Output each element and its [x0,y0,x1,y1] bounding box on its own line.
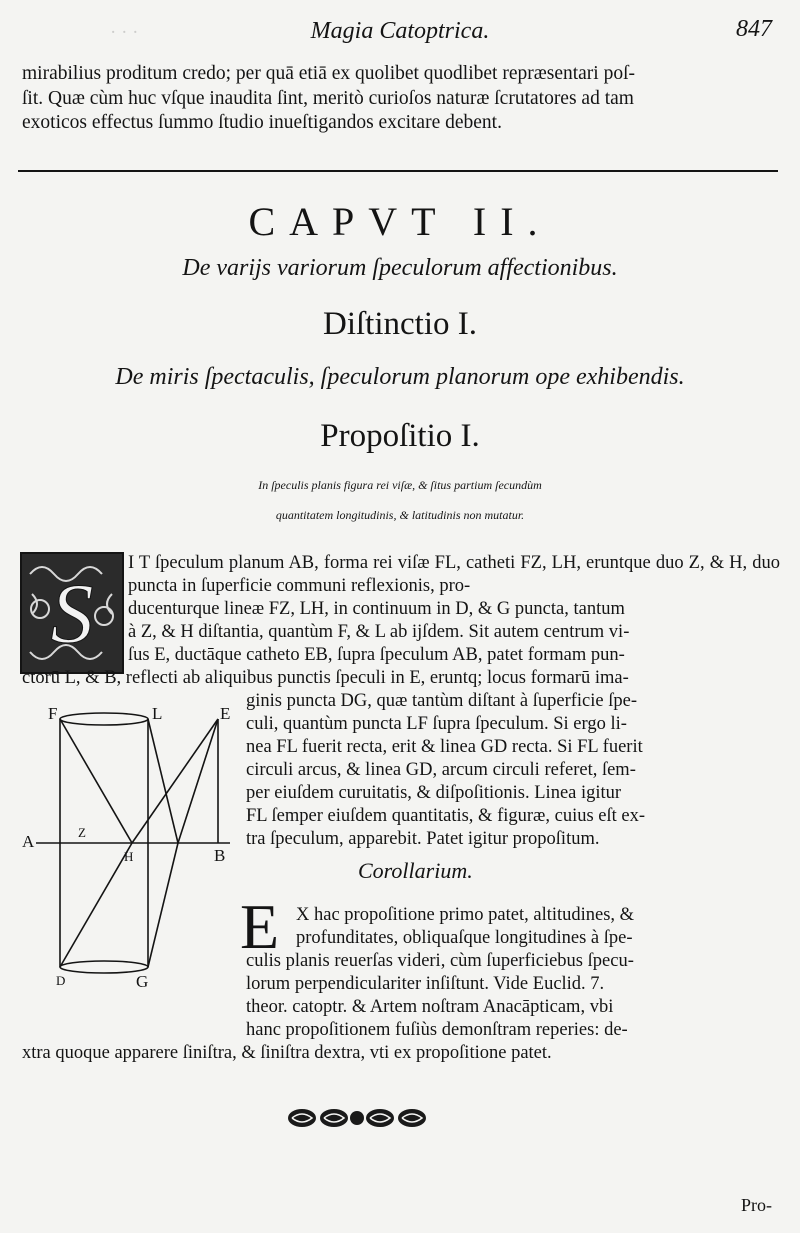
running-title: Magia Catoptrica. [310,18,490,44]
corollary-line: xtra quoque apparere ſiniſtra, & ſiniſtra dextra, vti ex propoſitione patet. [22,1043,552,1063]
body-line: ginis puncta DG, quæ tantùm diſtant à ſuperficie ſpe- [246,691,637,711]
body-line: culi, quantùm puncta LF ſupra ſpeculum. Si ergo li- [246,714,627,734]
figure-label: F [48,705,58,723]
corollary-line: lorum perpendiculariter inſiſtunt. Vide Euclid. 7. [246,974,605,994]
body-line: circuli arcus, & linea GD, arcum circuli referet, ſem- [246,760,636,780]
intro-line: ſit. Quæ cùm huc vſque inaudita ſint, meritò curioſos naturæ ſcrutatores ad tam [22,87,634,109]
bleed-through-text: · · · [110,22,139,43]
svg-text:S: S [50,565,94,661]
figure-label: L [152,705,163,723]
chapter-subtitle: De varijs variorum ſpeculorum affectionibus. [182,255,618,281]
figure-label: H [124,849,134,864]
statement-line: In ſpeculis planis figura rei viſæ, & ſitus partium ſecundùm [258,478,542,492]
figure-label: Z [78,825,86,840]
corollary-line: theor. catoptr. & Artem noſtram Anacāpticam, vbi [246,997,614,1017]
initial-letter-e: E [240,891,280,962]
body-line: ducenturque lineæ FZ, LH, in continuum in D, & G puncta, tantum [128,599,625,619]
chapter-heading: CAPVT II. [248,199,552,244]
propositio-statement [0,470,800,530]
distinctio-heading: Diſtinctio I. [323,306,477,342]
figure-label: A [22,832,35,851]
mirror-reflection-diagram [20,705,250,995]
floral-ornament-icon [22,554,122,672]
figure-label: G [136,972,149,991]
corollary-line: hanc propoſitionem fuſiùs demonſtram reperies: de- [246,1020,628,1040]
section-divider-rule [18,170,778,172]
figure-label: B [214,846,226,865]
corollary-line: profunditates, obliquaſque longitudines à ſpe- [296,928,633,948]
body-line: per eiuſdem curuitatis, & diſpoſitionis. Linea igitur [246,783,622,803]
intro-paragraph [22,62,782,136]
printers-ornament-icon [282,1098,432,1138]
decorated-initial-letter [20,552,124,674]
distinctio-subtitle: De miris ſpectaculis, ſpeculorum planorum ope exhibendis. [115,364,685,390]
page-number: 847 [736,16,772,42]
catchword: Pro- [741,1195,772,1215]
corollary-line: X hac propoſitione primo patet, altitudines, & [296,905,635,925]
body-line: nea FL fuerit recta, erit & linea GD recta. Si FL fuerit [246,737,643,757]
body-line: tra ſpeculum, apparebit. Patet igitur propoſitum. [246,829,600,849]
body-line: à Z, & H diſtantia, quantùm F, & L ab ijſdem. Sit autem centrum vi- [128,622,630,642]
figure-label: E [220,705,231,723]
body-line: ſus E, ductāque catheto EB, ſupra ſpeculum AB, patet formam pun- [128,645,625,665]
figure-label: D [56,973,66,988]
propositio-heading: Propoſitio I. [320,418,480,454]
intro-line: mirabilius proditum credo; per quā etiā ex quolibet quodlibet repræsentari poſ- [22,63,636,84]
corollarium-heading: Corollarium. [358,858,473,883]
body-line: FL ſemper eiuſdem quantitatis, & figuræ, cuius eſt ex- [246,806,646,826]
statement-line: quantitatem longitudinis, & latitudinis non mutatur. [275,508,525,522]
body-line: ctorū L, & B, reflecti ab aliquibus punctis ſpeculi in E, eruntq; locus formarū ima- [22,668,629,688]
intro-line: exoticos effectus ſummo ſtudio inueſtigandos excitare debent. [22,112,502,133]
body-line: I T ſpeculum planum AB, forma rei viſæ FL, catheti FZ, LH, eruntque duo Z, & H, duo puncta in ſuperficie communi reflexionis, pro- [128,553,780,596]
corollary-line: culis planis reuerſas videri, cùm ſuperficiebus ſpecu- [246,951,634,971]
